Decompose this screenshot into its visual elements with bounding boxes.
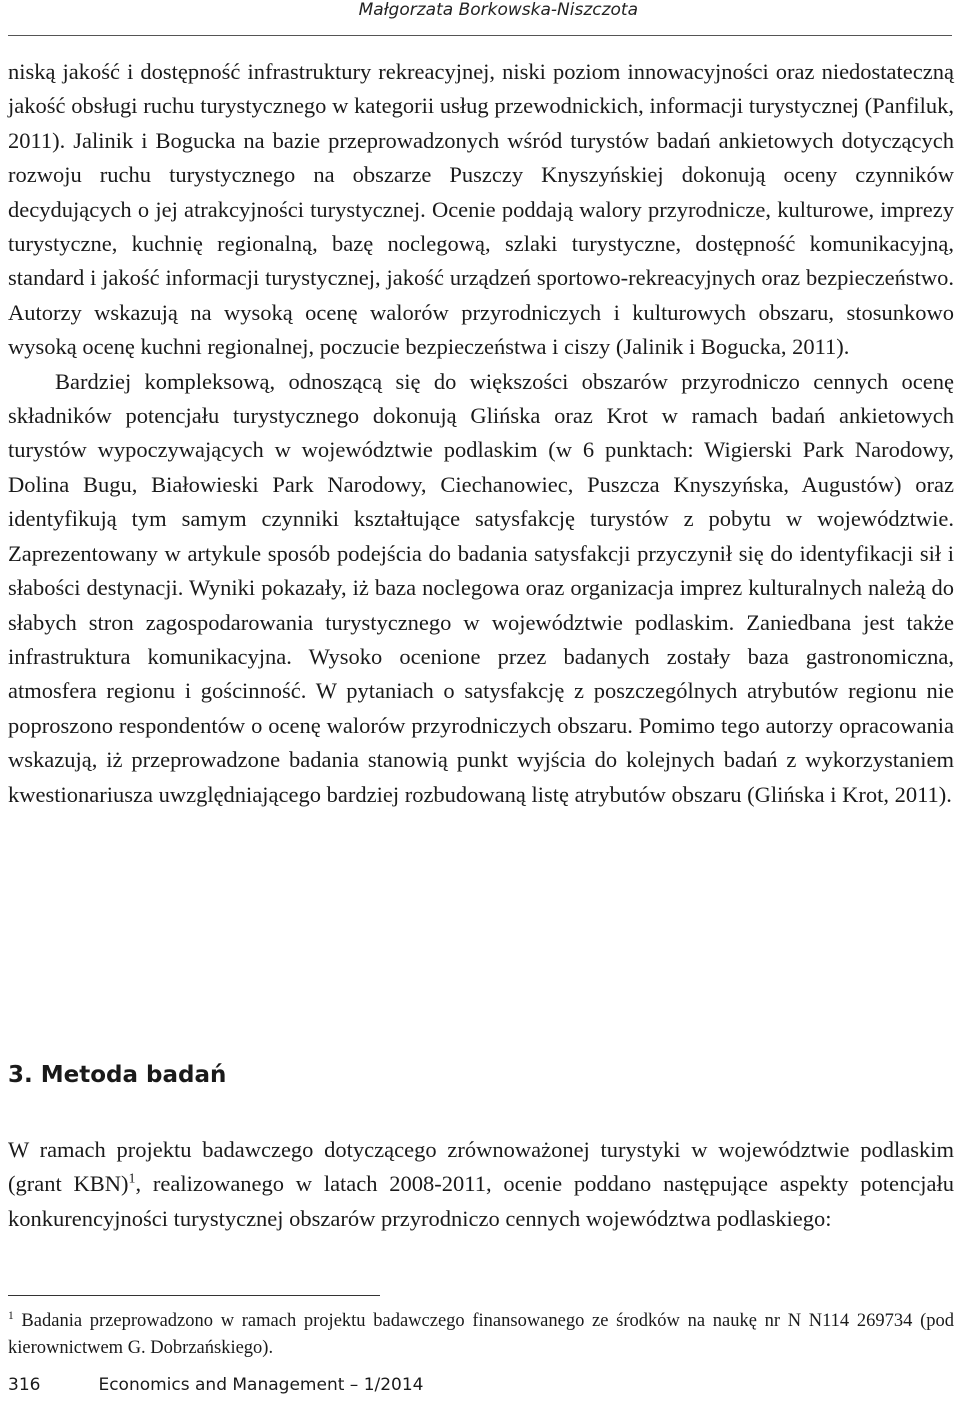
section-body (8, 1133, 954, 1236)
footnote-marker: 1 (8, 1309, 14, 1322)
footnote-paragraph (8, 1308, 954, 1362)
page-footer (8, 1375, 424, 1395)
paragraph-1-jalinik: Jalinik i Bogucka na bazie przeprowadzonych wśród turystów badań ankietowych dotyczących rozwoju ruchu turystycznego na obszarze Puszczy Knyszyńskiej dokonują oceny czynników decydujących o jej atrakcyjności turystycznej. Ocenie poddają walory przyrodnicze, kulturowe, imprezy turystyczne, kuchnię regionalną, bazę noclegową, szlaki turystyczne, dostępność komunikacyjną, standard i jakość informacji turystycznej, jakość urządzeń sportowo-rekreacyjnych oraz bezpieczeństwo. Autorzy wskazują na wysoką ocenę walorów przyrodniczych i kulturowych obszaru, stosunkowo wysoką ocenę kuchni regionalnej, poczucie bezpieczeństwa i ciszy (Jalinik i Bogucka, 2011). (8, 127, 954, 360)
page-number: 316 (8, 1375, 41, 1395)
section-heading: 3. Metoda badań (8, 1062, 227, 1088)
footnote (8, 1308, 954, 1362)
paragraph-2: Bardziej kompleksową, odnoszącą się do większości obszarów przyrodniczo cennych ocenę składników potencjału turystycznego dokonują Glińska oraz Krot w ramach badań ankietowych turystów wypoczywających w województwie podlaskim (w 6 punktach: Wigierski Park Narodowy, Dolina Bugu, Białowieski Park Narodowy, Ciechanowiec, Puszcza Knyszyńska, Augustów) oraz identyfikują tym samym czynniki kształtujące satysfakcję turystów z pobytu w województwie. Zaprezentowany w artykule sposób podejścia do badania satysfakcji przyczynił się do identyfikacji sił i słabości destynacji. Wyniki pokazały, iż baza noclegowa oraz organizacja imprez kulturalnych należą do słabych stron zagospodarowania turystycznego w województwie podlaskim. Zaniedbana jest także infrastruktura komunikacyjna. Wysoko ocenione przez badanych zostały baza gastronomiczna, atmosfera regionu i gościnność. W pytaniach o satysfakcję z poszczególnych atrybutów regionu nie poproszono respondentów o ocenę walorów przyrodniczych obszaru. Pomimo tego autorzy opracowania wskazują, iż przeprowadzone badania stanowią punkt wyjścia do kolejnych badań z wykorzystaniem kwestionariusza uwzględniającego bardziej rozbudowaną listę atrybutów obszaru (Glińska i Krot, 2011). (8, 368, 954, 807)
section-paragraph (8, 1133, 954, 1236)
footnote-text: Badania przeprowadzono w ramach projektu badawczego finansowanego ze środków na naukę nr N N114 269734 (pod kierownictwem G. Dobrzańskiego). (8, 1311, 954, 1358)
journal-title: Economics and Management – 1/2014 (98, 1375, 424, 1395)
section-text-end: , realizowanego w latach 2008-2011, ocenie poddano następujące aspekty potencjału konkurencyjności turystycznej obszarów przyrodniczo cennych województwa podlaskiego: (8, 1171, 954, 1231)
section-text-start: W ramach projektu badawczego dotyczącego zrównoważonej turystyki w województwie podlaskim (grant KBN) (8, 1137, 954, 1197)
body-text (8, 55, 954, 812)
paragraph-1-continuation: niską jakość i dostępność infrastruktury rekreacyjnej, niski poziom innowacyjności oraz niedostateczną jakość obsługi ruchu turystycznego w kategorii usług przewodnickich, informacji turystycznej (Panfiluk, 2011). (8, 59, 954, 153)
header-rule (8, 35, 952, 36)
footnote-reference: 1 (128, 1171, 136, 1187)
footnote-rule (8, 1295, 380, 1296)
paragraph-1 (8, 55, 954, 365)
running-head-author: Małgorzata Borkowska-Niszczota (358, 0, 638, 20)
